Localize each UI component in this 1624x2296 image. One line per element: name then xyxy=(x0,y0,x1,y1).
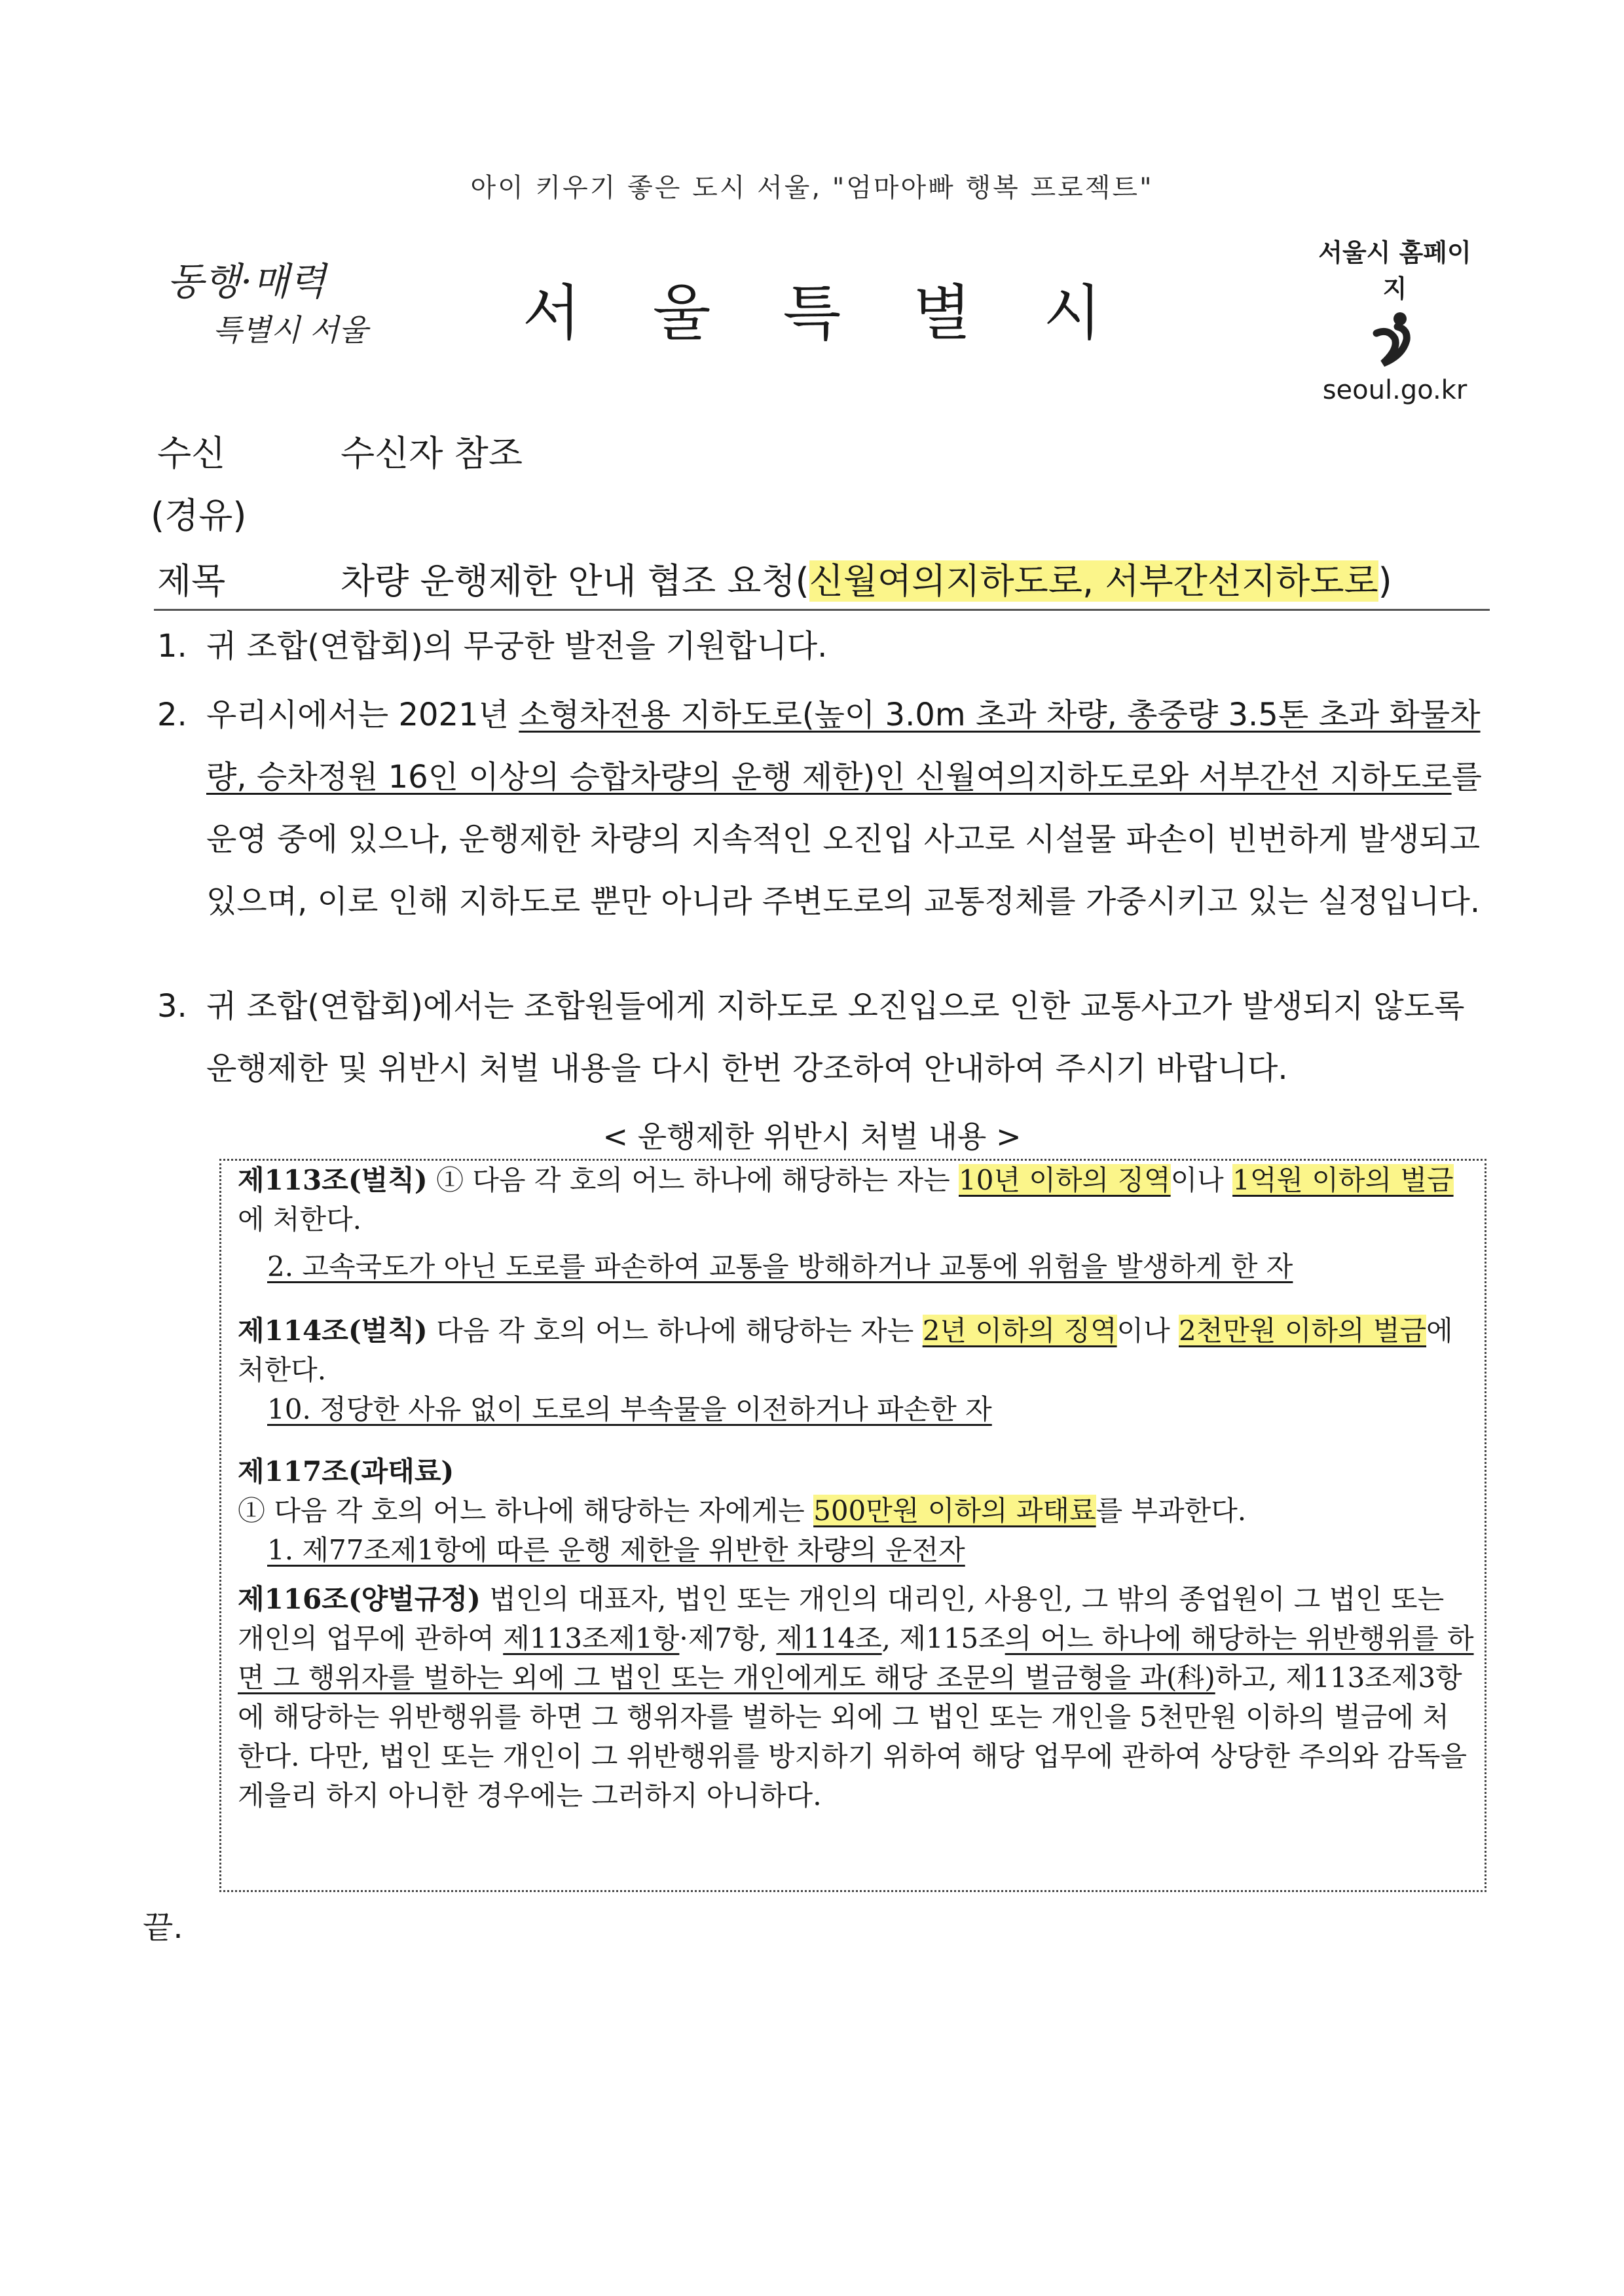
subject-highlight: 신월여의지하도로, 서부간선지하도로 xyxy=(809,560,1378,602)
logo-left-line2: 특별시 서울 xyxy=(213,312,368,348)
article-113: 제113조(벌칙) ① 다음 각 호의 어느 하나에 해당하는 자는 10년 이하의 징역이나 1억원 이하의 벌금에 처한다. 2. 고속국도가 아닌 도로를 파손하여 교통을 방해하거나 교통에 위험을 발생하게 한 자 xyxy=(238,1164,1454,1283)
article-114: 제114조(벌칙) 다음 각 호의 어느 하나에 해당하는 자는 2년 이하의 징역이나 2천만원 이하의 벌금에 처한다. 10. 정당한 사유 없이 도로의 부속물을 이전하거나 파손한 자 xyxy=(238,1315,1453,1425)
article-114-item: 10. 정당한 사유 없이 도로의 부속물을 이전하거나 파손한 자 xyxy=(267,1393,992,1425)
paragraph-1 xyxy=(157,615,1500,678)
paragraph-2 xyxy=(157,684,1500,933)
paragraph-text: 귀 조합(연합회)의 무궁한 발전을 기원합니다. xyxy=(206,628,828,665)
paragraph-number: 1. xyxy=(157,628,187,665)
subject-label: 제목 xyxy=(157,560,226,602)
via-row xyxy=(151,488,246,538)
recipient-value: 수신자 참조 xyxy=(341,433,523,474)
subject-close: ) xyxy=(1378,560,1392,602)
subject-row xyxy=(157,553,1392,604)
seoul-symbol-icon xyxy=(1369,310,1421,369)
homepage-logo xyxy=(1310,232,1480,405)
recipient-row xyxy=(157,426,523,476)
paragraph-text: 우리시에서는 2021년 소형차전용 지하도로(높이 3.0m 초과 차량, 총중량 3.5톤 초과 화물차량, 승차정원 16인 이상의 승합차량의 운행 제한)인 신월여의지하도로와 서부간선 지하도로를 운영 중에 있으나, 운행제한 차량의 지속적인 오진입 사고로 시설물 파손이 빈번하게 발생되고 있으며, 이로 인해 지하도로 뿐만 아니라 주변도로의 교통정체를 가중시키고 있는 실정입니다. xyxy=(206,697,1483,920)
end-mark: 끝. xyxy=(143,1909,183,1946)
article-113-item: 2. 고속국도가 아닌 도로를 파손하여 교통을 방해하거나 교통에 위험을 발생하게 한 자 xyxy=(267,1250,1293,1283)
recipient-label: 수신 xyxy=(157,433,226,474)
penalty-box xyxy=(219,1159,1486,1892)
homepage-label: 서울시 홈페이지 xyxy=(1318,238,1471,303)
header-divider xyxy=(154,609,1490,611)
subject-text: 차량 운행제한 안내 협조 요청( xyxy=(341,560,809,602)
seoul-brand-logo xyxy=(167,249,368,360)
article-117: 제117조(과태료) ① 다음 각 호의 어느 하나에 해당하는 자에게는 500만원 이하의 과태료를 부과한다. 1. 제77조제1항에 따른 운행 제한을 위반한 차량의 운전자 xyxy=(238,1455,1247,1566)
paragraph-number: 2. xyxy=(157,697,187,733)
paragraph-3 xyxy=(157,975,1500,1100)
penalty-box-title: < 운행제한 위반시 처벌 내용 > xyxy=(602,1119,1022,1154)
article-116: 제116조(양벌규정) 법인의 대표자, 법인 또는 개인의 대리인, 사용인, 그 밖의 종업원이 그 법인 또는 개인의 업무에 관하여 제113조제1항·제7항, 제114조, 제115조의 어느 하나에 해당하는 위반행위를 하면 그 행위자를 벌하는 외에 그 법인 또는 개인에게도 해당 조문의 벌금형을 과(科)하고, 제113조제3항에 해당하는 위반행위를 하면 그 행위자를 벌하는 외에 그 법인 또는 개인을 5천만원 이하의 벌금에 처한다. 다만, 법인 또는 개인이 그 위반행위를 방지하기 위하여 해당 업무에 관하여 상당한 주의와 감독을 게을리 하지 아니한 경우에는 그러하지 아니하다. xyxy=(238,1583,1474,1812)
homepage-url: seoul.go.kr xyxy=(1322,375,1467,405)
paragraph-number: 3. xyxy=(157,988,187,1025)
logo-left-line1: 동행·매력 xyxy=(167,259,326,304)
paragraph-text: 귀 조합(연합회)에서는 조합원들에게 지하도로 오진입으로 인한 교통사고가 발생되지 않도록 운행제한 및 위반시 처벌 내용을 다시 한번 강조하여 안내하여 주시기 바랍니다. xyxy=(206,988,1465,1087)
underlined-subject: 소형차전용 지하도로(높이 3.0m 초과 차량, 총중량 3.5톤 초과 화물차량, 승차정원 16인 이상의 승합차량의 운행 제한)인 신월여의지하도로와 서부간선 지하도로 xyxy=(206,697,1481,795)
slogan: 아이 키우기 좋은 도시 서울, "엄마아빠 행복 프로젝트" xyxy=(470,173,1154,203)
article-117-item: 1. 제77조제1항에 따른 운행 제한을 위반한 차량의 운전자 xyxy=(267,1534,965,1566)
org-title: 서울특별시 xyxy=(522,278,1174,348)
via-label: (경유) xyxy=(151,495,247,536)
